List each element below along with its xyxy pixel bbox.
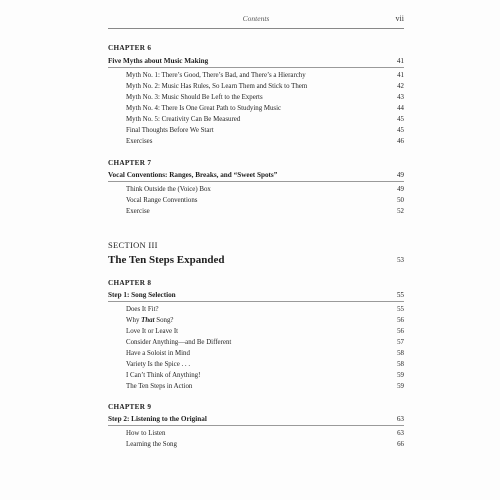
- toc-entry[interactable]: [126, 317, 173, 324]
- running-title: Contents: [242, 14, 270, 23]
- toc-entry-page: 45: [397, 127, 404, 134]
- toc-entry-page: 42: [397, 83, 404, 90]
- section-3-label: SECTION III: [108, 240, 158, 250]
- chapter-6-title[interactable]: Five Myths about Music Making: [108, 57, 209, 65]
- toc-entry[interactable]: I Can’t Think of Anything!: [126, 372, 201, 379]
- toc-entry[interactable]: Love It or Leave It: [126, 328, 179, 335]
- toc-entry[interactable]: Variety Is the Spice . . .: [126, 361, 191, 368]
- chapter-7-label: CHAPTER 7: [108, 159, 152, 167]
- toc-entry[interactable]: Vocal Range Conventions: [126, 197, 198, 204]
- toc-entry-page: 43: [397, 94, 404, 101]
- toc-entry[interactable]: Does It Fit?: [126, 306, 159, 313]
- toc-entry[interactable]: Think Outside the (Voice) Box: [126, 186, 211, 193]
- toc-entry[interactable]: Myth No. 4: There Is One Great Path to Studying Music: [126, 105, 282, 112]
- chapter-7-title[interactable]: Vocal Conventions: Ranges, Breaks, and “Sweet Spots”: [108, 171, 278, 179]
- chapter-8-page: 55: [396, 291, 404, 299]
- chapter-9-title[interactable]: Step 2: Listening to the Original: [108, 415, 207, 423]
- toc-entry-page: 58: [397, 361, 404, 368]
- toc-entry-page: 52: [397, 208, 404, 215]
- section-3-page: 53: [397, 257, 404, 264]
- toc-entry-page: 50: [397, 197, 404, 204]
- chapter-7-rule: [108, 181, 404, 182]
- toc-entry-page: 59: [397, 383, 404, 390]
- entry-text-emphasis: That: [141, 317, 155, 324]
- running-head: [108, 14, 404, 26]
- toc-entry[interactable]: Myth No. 5: Creativity Can Be Measured: [126, 116, 241, 123]
- toc-entry[interactable]: Exercises: [126, 138, 153, 145]
- chapter-9-label: CHAPTER 9: [108, 403, 152, 411]
- toc-entry[interactable]: Final Thoughts Before We Start: [126, 127, 214, 134]
- chapter-6-page: 41: [396, 57, 404, 65]
- chapter-8-rule: [108, 301, 404, 302]
- entry-text-pre: Why: [126, 317, 142, 324]
- toc-entry-page: 66: [397, 441, 404, 448]
- chapter-6-label: CHAPTER 6: [108, 44, 152, 52]
- toc-entry-page: 58: [397, 350, 404, 357]
- toc-entry[interactable]: Myth No. 2: Music Has Rules, So Learn Them and Stick to Them: [126, 83, 308, 90]
- toc-entry-page: 49: [397, 186, 404, 193]
- toc-entry[interactable]: Myth No. 1: There’s Good, There’s Bad, and There’s a Hierarchy: [126, 72, 306, 79]
- chapter-8-label: CHAPTER 8: [108, 279, 152, 287]
- toc-entry-page: 55: [397, 306, 404, 313]
- toc-entry[interactable]: Learning the Song: [126, 441, 177, 448]
- toc-entry[interactable]: How to Listen: [126, 430, 166, 437]
- toc-entry-page: 44: [397, 105, 404, 112]
- header-rule: [108, 28, 404, 29]
- page-number: vii: [395, 14, 404, 23]
- toc-entry-page: 59: [397, 372, 404, 379]
- toc-entry[interactable]: The Ten Steps in Action: [126, 383, 193, 390]
- chapter-9-page: 63: [396, 415, 404, 423]
- chapter-6-rule: [108, 67, 404, 68]
- toc-entry-page: 63: [397, 430, 404, 437]
- toc-entry[interactable]: Myth No. 3: Music Should Be Left to the Experts: [126, 94, 263, 101]
- toc-entry-page: 45: [397, 116, 404, 123]
- toc-entry-page: 41: [397, 72, 404, 79]
- toc-entry-page: 46: [397, 138, 404, 145]
- entry-text-post: Song?: [154, 317, 174, 324]
- toc-entry[interactable]: Exercise: [126, 208, 150, 215]
- toc-entry-page: 56: [397, 317, 404, 324]
- chapter-9-rule: [108, 425, 404, 426]
- chapter-8-title[interactable]: Step 1: Song Selection: [108, 291, 176, 299]
- toc-entry-page: 57: [397, 339, 404, 346]
- section-3-title[interactable]: The Ten Steps Expanded: [108, 254, 225, 266]
- toc-entry[interactable]: Consider Anything—and Be Different: [126, 339, 232, 346]
- toc-entry-page: 56: [397, 328, 404, 335]
- toc-entry[interactable]: Have a Soloist in Mind: [126, 350, 190, 357]
- chapter-7-page: 49: [396, 171, 404, 179]
